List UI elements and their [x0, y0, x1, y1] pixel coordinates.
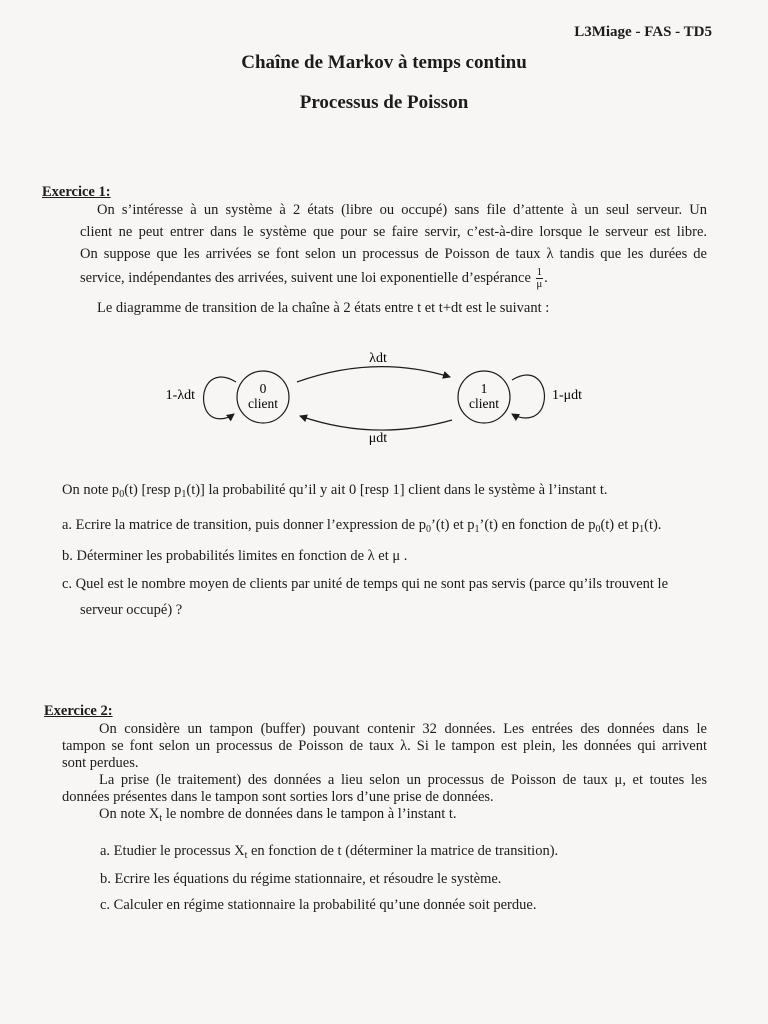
arrow-1-to-0 — [300, 416, 452, 430]
ex2-question-c: c. Calculer en régime stationnaire la probabilité qu’une donnée soit perdue. — [100, 897, 537, 913]
ex1-question-c: c. Quel est le nombre moyen de clients par unité de temps qui ne sont pas servis (parce qu’ils trouvent le — [62, 576, 669, 592]
ex1-paragraph-line: On s’intéresse à un système à 2 états (libre ou occupé) sans file d’attente à un seul serveur. Un — [97, 202, 707, 218]
title-line-2: Processus de Poisson — [299, 92, 469, 113]
ex1-paragraph-line: service, indépendantes des arrivées, suivent une loi exponentielle d’espérance $\frac{1}{\mu}$ . — [80, 266, 548, 291]
ex1-notation: On note $p_0(t)$ [resp $p_1(t)$] la probabilité qu’il y ait 0 [resp 1] client dans le système à l’instant t. — [62, 482, 608, 500]
ex1-question-c-cont: serveur occupé) ? — [80, 602, 183, 618]
ex2-paragraph-line: sont perdues. — [62, 755, 139, 771]
exercise-2-title: Exercice 2: — [44, 703, 113, 719]
ex2-question-b: b. Ecrire les équations du régime stationnaire, et résoudre le système. — [100, 871, 502, 887]
ex2-paragraph-line: données présentes dans le tampon sont sorties lors d’une prise de données. — [62, 789, 494, 805]
ex2-paragraph-line: tampon se font selon un processus de Poisson de taux λ. Si le tampon est plein, les données qui arrivent — [62, 738, 707, 754]
ex2-question-a: a. Etudier le processus $X_t$ en fonction de t (déterminer la matrice de transition). — [100, 843, 559, 861]
state-1-number: 1 — [480, 381, 488, 396]
fraction-one-over-mu: $\frac{1}{\mu}$ — [536, 266, 543, 291]
transition-diagram — [150, 340, 610, 450]
course-reference: L3Miage - FAS - TD5 — [574, 24, 712, 40]
ex1-diagram-intro: Le diagramme de transition de la chaîne à 2 états entre t et t+dt est le suivant : — [97, 300, 550, 316]
rate-label-mu-dt: μdt — [368, 431, 388, 446]
ex2-paragraph-line: La prise (le traitement) des données a lieu selon un processus de Poisson de taux μ, et toutes les — [99, 772, 707, 788]
exercise-1-title: Exercice 1: — [42, 184, 111, 200]
self-loop-state-0 — [204, 377, 236, 419]
ex1-paragraph-line: On suppose que les arrivées se font selon un processus de Poisson de taux λ tandis que les durées de — [80, 246, 707, 262]
ex1-question-a: a. Ecrire la matrice de transition, puis donner l’expression de $p_0’(t)$ et $p_1’(t)$ en fonction de $p_0(t)$ et $p_1(t)$. — [62, 517, 662, 535]
self-loop-state-1 — [512, 375, 544, 418]
ex1-paragraph-line: client ne peut entrer dans le système que pour se faire servir, c’est-à-dire lorsque le serveur est libre. — [80, 224, 707, 240]
title-line-1: Chaîne de Markov à temps continu — [241, 52, 527, 73]
state-0-number: 0 — [259, 381, 267, 396]
loop-label-1-minus-lambda-dt: 1-λdt — [165, 388, 195, 403]
arrow-0-to-1 — [297, 367, 450, 382]
ex1-question-b: b. Déterminer les probabilités limites en fonction de λ et μ . — [62, 548, 408, 564]
ex2-notation: On note $X_t$ le nombre de données dans le tampon à l’instant t. — [99, 806, 457, 824]
ex2-paragraph-line: On considère un tampon (buffer) pouvant contenir 32 données. Les entrées des données dans le — [99, 721, 707, 737]
loop-label-1-minus-mu-dt: 1-μdt — [552, 388, 583, 403]
rate-label-lambda-dt: λdt — [369, 351, 387, 366]
state-0-word: client — [248, 396, 278, 411]
state-1-word: client — [469, 396, 499, 411]
